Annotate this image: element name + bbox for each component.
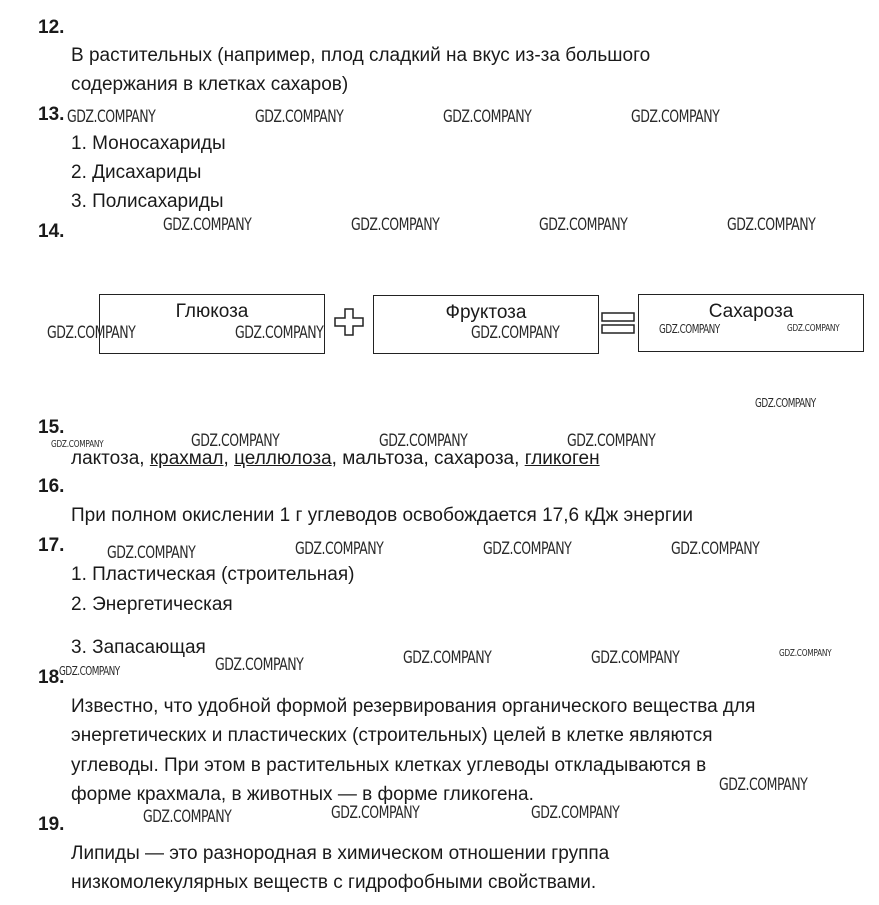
watermark: GDZ.COMPANY xyxy=(671,539,760,559)
watermark: GDZ.COMPANY xyxy=(471,323,560,343)
watermark: GDZ.COMPANY xyxy=(163,215,252,235)
watermark: GDZ.COMPANY xyxy=(107,543,196,563)
item-number-17: 17. xyxy=(38,535,65,556)
watermark: GDZ.COMPANY xyxy=(59,664,120,678)
equals-icon xyxy=(601,312,635,334)
watermark: GDZ.COMPANY xyxy=(779,648,832,659)
answer-18-line-1: Известно, что удобной формой резервирования органического вещества для xyxy=(71,696,756,717)
term-cellulose: целлюлоза xyxy=(234,448,332,469)
answer-17-line-2: 2. Энергетическая xyxy=(71,594,233,615)
watermark: GDZ.COMPANY xyxy=(67,107,156,127)
watermark: GDZ.COMPANY xyxy=(51,439,104,450)
watermark: GDZ.COMPANY xyxy=(539,215,628,235)
answer-16-line-1: При полном окислении 1 г углеводов освобождается 17,6 кДж энергии xyxy=(71,505,693,526)
fructose-label: Фруктоза xyxy=(445,302,527,323)
term-starch: крахмал xyxy=(149,448,224,469)
answer-18-line-3: углеводы. При этом в растительных клетках углеводы откладываются в xyxy=(71,755,707,776)
answer-13-line-1: 1. Моносахариды xyxy=(71,133,226,154)
term-lactose: лактоза, xyxy=(71,448,150,469)
watermark: GDZ.COMPANY xyxy=(403,648,492,668)
watermark: GDZ.COMPANY xyxy=(215,655,304,675)
answer-17-line-3: 3. Запасающая xyxy=(71,637,206,658)
watermark: GDZ.COMPANY xyxy=(727,215,816,235)
answer-17-line-1: 1. Пластическая (строительная) xyxy=(71,564,355,585)
glucose-label: Глюкоза xyxy=(175,301,249,322)
watermark: GDZ.COMPANY xyxy=(755,396,816,410)
answer-15-line xyxy=(71,448,600,470)
item-number-18: 18. xyxy=(38,667,65,688)
answer-12-line-2: содержания в клетках сахаров) xyxy=(71,74,349,95)
watermark: GDZ.COMPANY xyxy=(567,431,656,451)
answer-18-line-2: энергетических и пластических (строительных) целей в клетке являются xyxy=(71,725,713,746)
watermark: GDZ.COMPANY xyxy=(143,807,232,827)
watermark: GDZ.COMPANY xyxy=(483,539,572,559)
watermark: GDZ.COMPANY xyxy=(659,322,720,336)
watermark: GDZ.COMPANY xyxy=(295,539,384,559)
watermark: GDZ.COMPANY xyxy=(235,323,324,343)
item-number-16: 16. xyxy=(38,476,65,497)
watermark: GDZ.COMPANY xyxy=(47,323,136,343)
watermark: GDZ.COMPANY xyxy=(191,431,280,451)
sucrose-label: Сахароза xyxy=(708,301,794,322)
answer-12-line-1: В растительных (например, плод сладкий на вкус из-за большого xyxy=(71,45,651,66)
answer-19-line-2: низкомолекулярных веществ с гидрофобными свойствами. xyxy=(71,872,597,893)
watermark: GDZ.COMPANY xyxy=(379,431,468,451)
answer-19-line-1: Липиды — это разнородная в химическом отношении группа xyxy=(71,843,610,864)
watermark: GDZ.COMPANY xyxy=(443,107,532,127)
watermark: GDZ.COMPANY xyxy=(631,107,720,127)
watermark: GDZ.COMPANY xyxy=(787,323,840,334)
watermark: GDZ.COMPANY xyxy=(591,648,680,668)
term-maltose-sucrose: , мальтоза, сахароза, xyxy=(331,448,525,469)
answer-13-line-3: 3. Полисахариды xyxy=(71,191,224,212)
item-number-15: 15. xyxy=(38,417,65,438)
watermark: GDZ.COMPANY xyxy=(351,215,440,235)
separator: , xyxy=(223,448,235,469)
answer-13-line-2: 2. Дисахариды xyxy=(71,162,202,183)
watermark: GDZ.COMPANY xyxy=(531,803,620,823)
watermark: GDZ.COMPANY xyxy=(255,107,344,127)
item-number-12: 12. xyxy=(38,17,65,38)
item-number-13: 13. xyxy=(38,104,65,125)
answer-18-line-4: форме крахмала, в животных — в форме гликогена. xyxy=(71,784,534,805)
item-number-19: 19. xyxy=(38,814,65,835)
watermark: GDZ.COMPANY xyxy=(331,803,420,823)
term-glycogen: гликоген xyxy=(524,448,600,469)
plus-icon xyxy=(334,308,364,336)
item-number-14: 14. xyxy=(38,221,65,242)
watermark: GDZ.COMPANY xyxy=(719,775,808,795)
